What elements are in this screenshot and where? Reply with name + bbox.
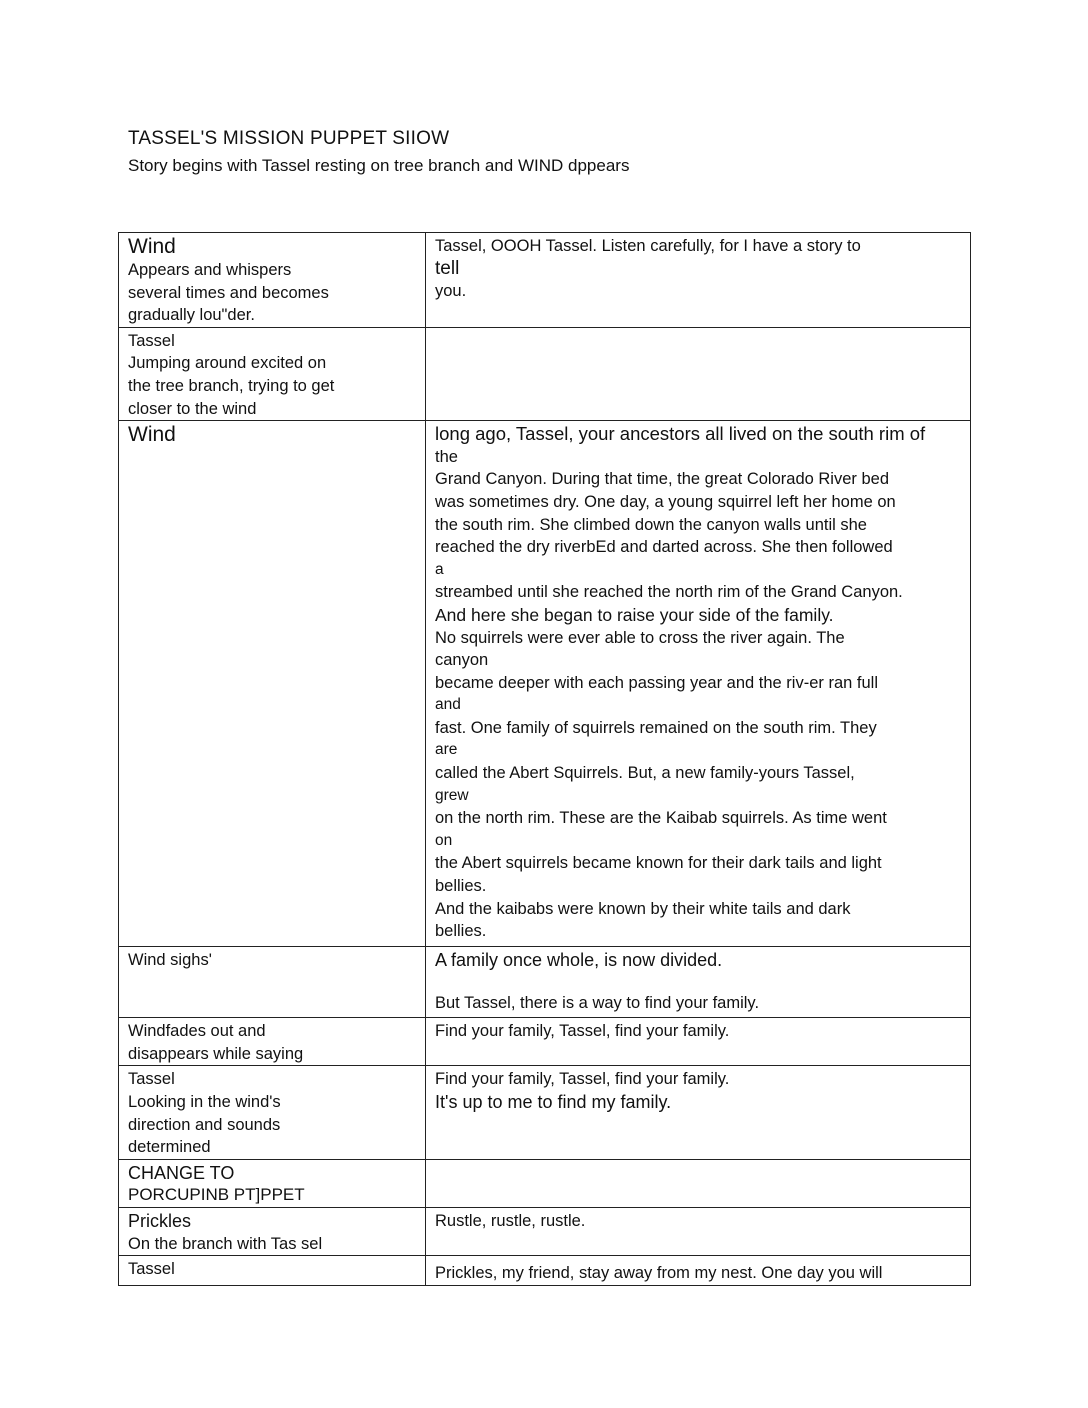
document-subtitle: Story begins with Tassel resting on tree branch and WIND dppears	[128, 156, 630, 175]
dialogue-line: the Abert squirrels became known for their dark tails and light	[435, 854, 882, 873]
speaker-name: Wind sighs'	[128, 951, 212, 970]
document-title: TASSEL'S MISSION PUPPET SIIOW	[128, 128, 450, 149]
dialogue-line: Find your family, Tassel, find your family.	[435, 1070, 730, 1089]
speaker-cell	[119, 421, 426, 947]
table-row	[119, 1256, 971, 1286]
speaker-cell	[119, 947, 426, 1018]
table-row	[119, 233, 971, 328]
dialogue-line: are	[435, 741, 458, 759]
speaker-name: Windfades out and	[128, 1022, 266, 1041]
dialogue-line: But Tassel, there is a way to find your family.	[435, 993, 760, 1012]
dialogue-line: And the kaibabs were known by their white tails and dark	[435, 899, 851, 918]
speaker-cell	[119, 327, 426, 420]
dialogue-cell	[426, 1207, 971, 1255]
stage-direction: Jumping around excited on	[128, 354, 327, 373]
dialogue-line: on the north rim. These are the Kaibab squirrels. As time went	[435, 809, 887, 828]
speaker-name: CHANGE TO	[128, 1162, 235, 1183]
dialogue-line: became deeper with each passing year and the riv-er ran full	[435, 673, 878, 692]
speaker-cell	[119, 233, 426, 328]
speaker-cell	[119, 1256, 426, 1286]
dialogue-line: fast. One family of squirrels remained on the south rim. They	[435, 718, 877, 737]
table-row	[119, 1066, 971, 1159]
table-row	[119, 947, 971, 1018]
dialogue-cell	[426, 1256, 971, 1286]
stage-direction: direction and sounds	[128, 1115, 281, 1134]
dialogue-cell	[426, 327, 971, 420]
dialogue-line: long ago, Tassel, your ancestors all lived on the south rim of	[435, 423, 926, 445]
dialogue-line: No squirrels were ever able to cross the river again. The	[435, 628, 845, 647]
dialogue-line: And here she began to raise your side of the family.	[435, 604, 834, 625]
table-row	[119, 327, 971, 420]
dialogue-line: It's up to me to find my family.	[435, 1091, 672, 1112]
dialogue-line: Prickles, my friend, stay away from my nest. One day you will	[435, 1264, 883, 1283]
dialogue-line: Tassel, OOOH Tassel. Listen carefully, for I have a story to	[435, 237, 861, 255]
stage-direction: Appears and whispers	[128, 261, 292, 279]
stage-direction: closer to the wind	[128, 399, 257, 418]
dialogue-line: and	[435, 696, 461, 714]
stage-direction: On the branch with Tas sel	[128, 1234, 323, 1253]
script-table	[118, 232, 971, 1286]
table-row	[119, 1018, 971, 1066]
stage-direction: disappears while saying	[128, 1044, 304, 1063]
table-row	[119, 1159, 971, 1207]
stage-direction: Looking in the wind's	[128, 1092, 281, 1111]
speaker-cell	[119, 1207, 426, 1255]
stage-direction: several times and becomes	[128, 283, 329, 302]
speaker-name: Tassel	[128, 1070, 175, 1089]
dialogue-line: reached the dry riverbEd and darted across. She then followed	[435, 538, 893, 557]
dialogue-line: Grand Canyon. During that time, the great Colorado River bed	[435, 470, 889, 489]
stage-direction: the tree branch, trying to get	[128, 376, 335, 395]
dialogue-line: you.	[435, 282, 467, 301]
dialogue-cell	[426, 947, 971, 1018]
speaker-name: Tassel	[128, 1260, 175, 1279]
stage-direction: PORCUPINB PT]PPET	[128, 1185, 305, 1205]
dialogue-line: Rustle, rustle, rustle.	[435, 1211, 586, 1230]
speaker-cell	[119, 1159, 426, 1207]
dialogue-cell	[426, 1066, 971, 1159]
table-row	[119, 1207, 971, 1255]
dialogue-line: the south rim. She climbed down the canyon walls until she	[435, 515, 867, 534]
dialogue-line: a	[435, 560, 444, 578]
dialogue-cell	[426, 1018, 971, 1066]
dialogue-line: Find your family, Tassel, find your family.	[435, 1022, 730, 1041]
dialogue-line: canyon	[435, 651, 489, 670]
speaker-name: Wind	[128, 235, 176, 258]
stage-direction: determined	[128, 1138, 211, 1157]
speaker-cell	[119, 1066, 426, 1159]
speaker-name: Wind	[128, 423, 176, 447]
dialogue-line: the	[435, 447, 458, 466]
dialogue-line: bellies.	[435, 922, 487, 941]
dialogue-line: on	[435, 831, 453, 849]
table-row	[119, 421, 971, 947]
speaker-cell	[119, 1018, 426, 1066]
speaker-name: Tassel	[128, 331, 175, 350]
dialogue-line: streambed until she reached the north rim of the Grand Canyon.	[435, 583, 903, 602]
dialogue-line: bellies.	[435, 877, 487, 896]
dialogue-cell	[426, 1159, 971, 1207]
speaker-name: Prickles	[128, 1210, 192, 1231]
dialogue-line: tell	[435, 257, 460, 279]
dialogue-cell	[426, 421, 971, 947]
dialogue-line: was sometimes dry. One day, a young squirrel left her home on	[435, 492, 896, 511]
dialogue-cell	[426, 233, 971, 328]
dialogue-line: grew	[435, 786, 469, 804]
dialogue-line: called the Abert Squirrels. But, a new family-yours Tassel,	[435, 764, 855, 783]
stage-direction: gradually lou"der.	[128, 306, 255, 325]
dialogue-line: A family once whole, is now divided.	[435, 950, 723, 971]
